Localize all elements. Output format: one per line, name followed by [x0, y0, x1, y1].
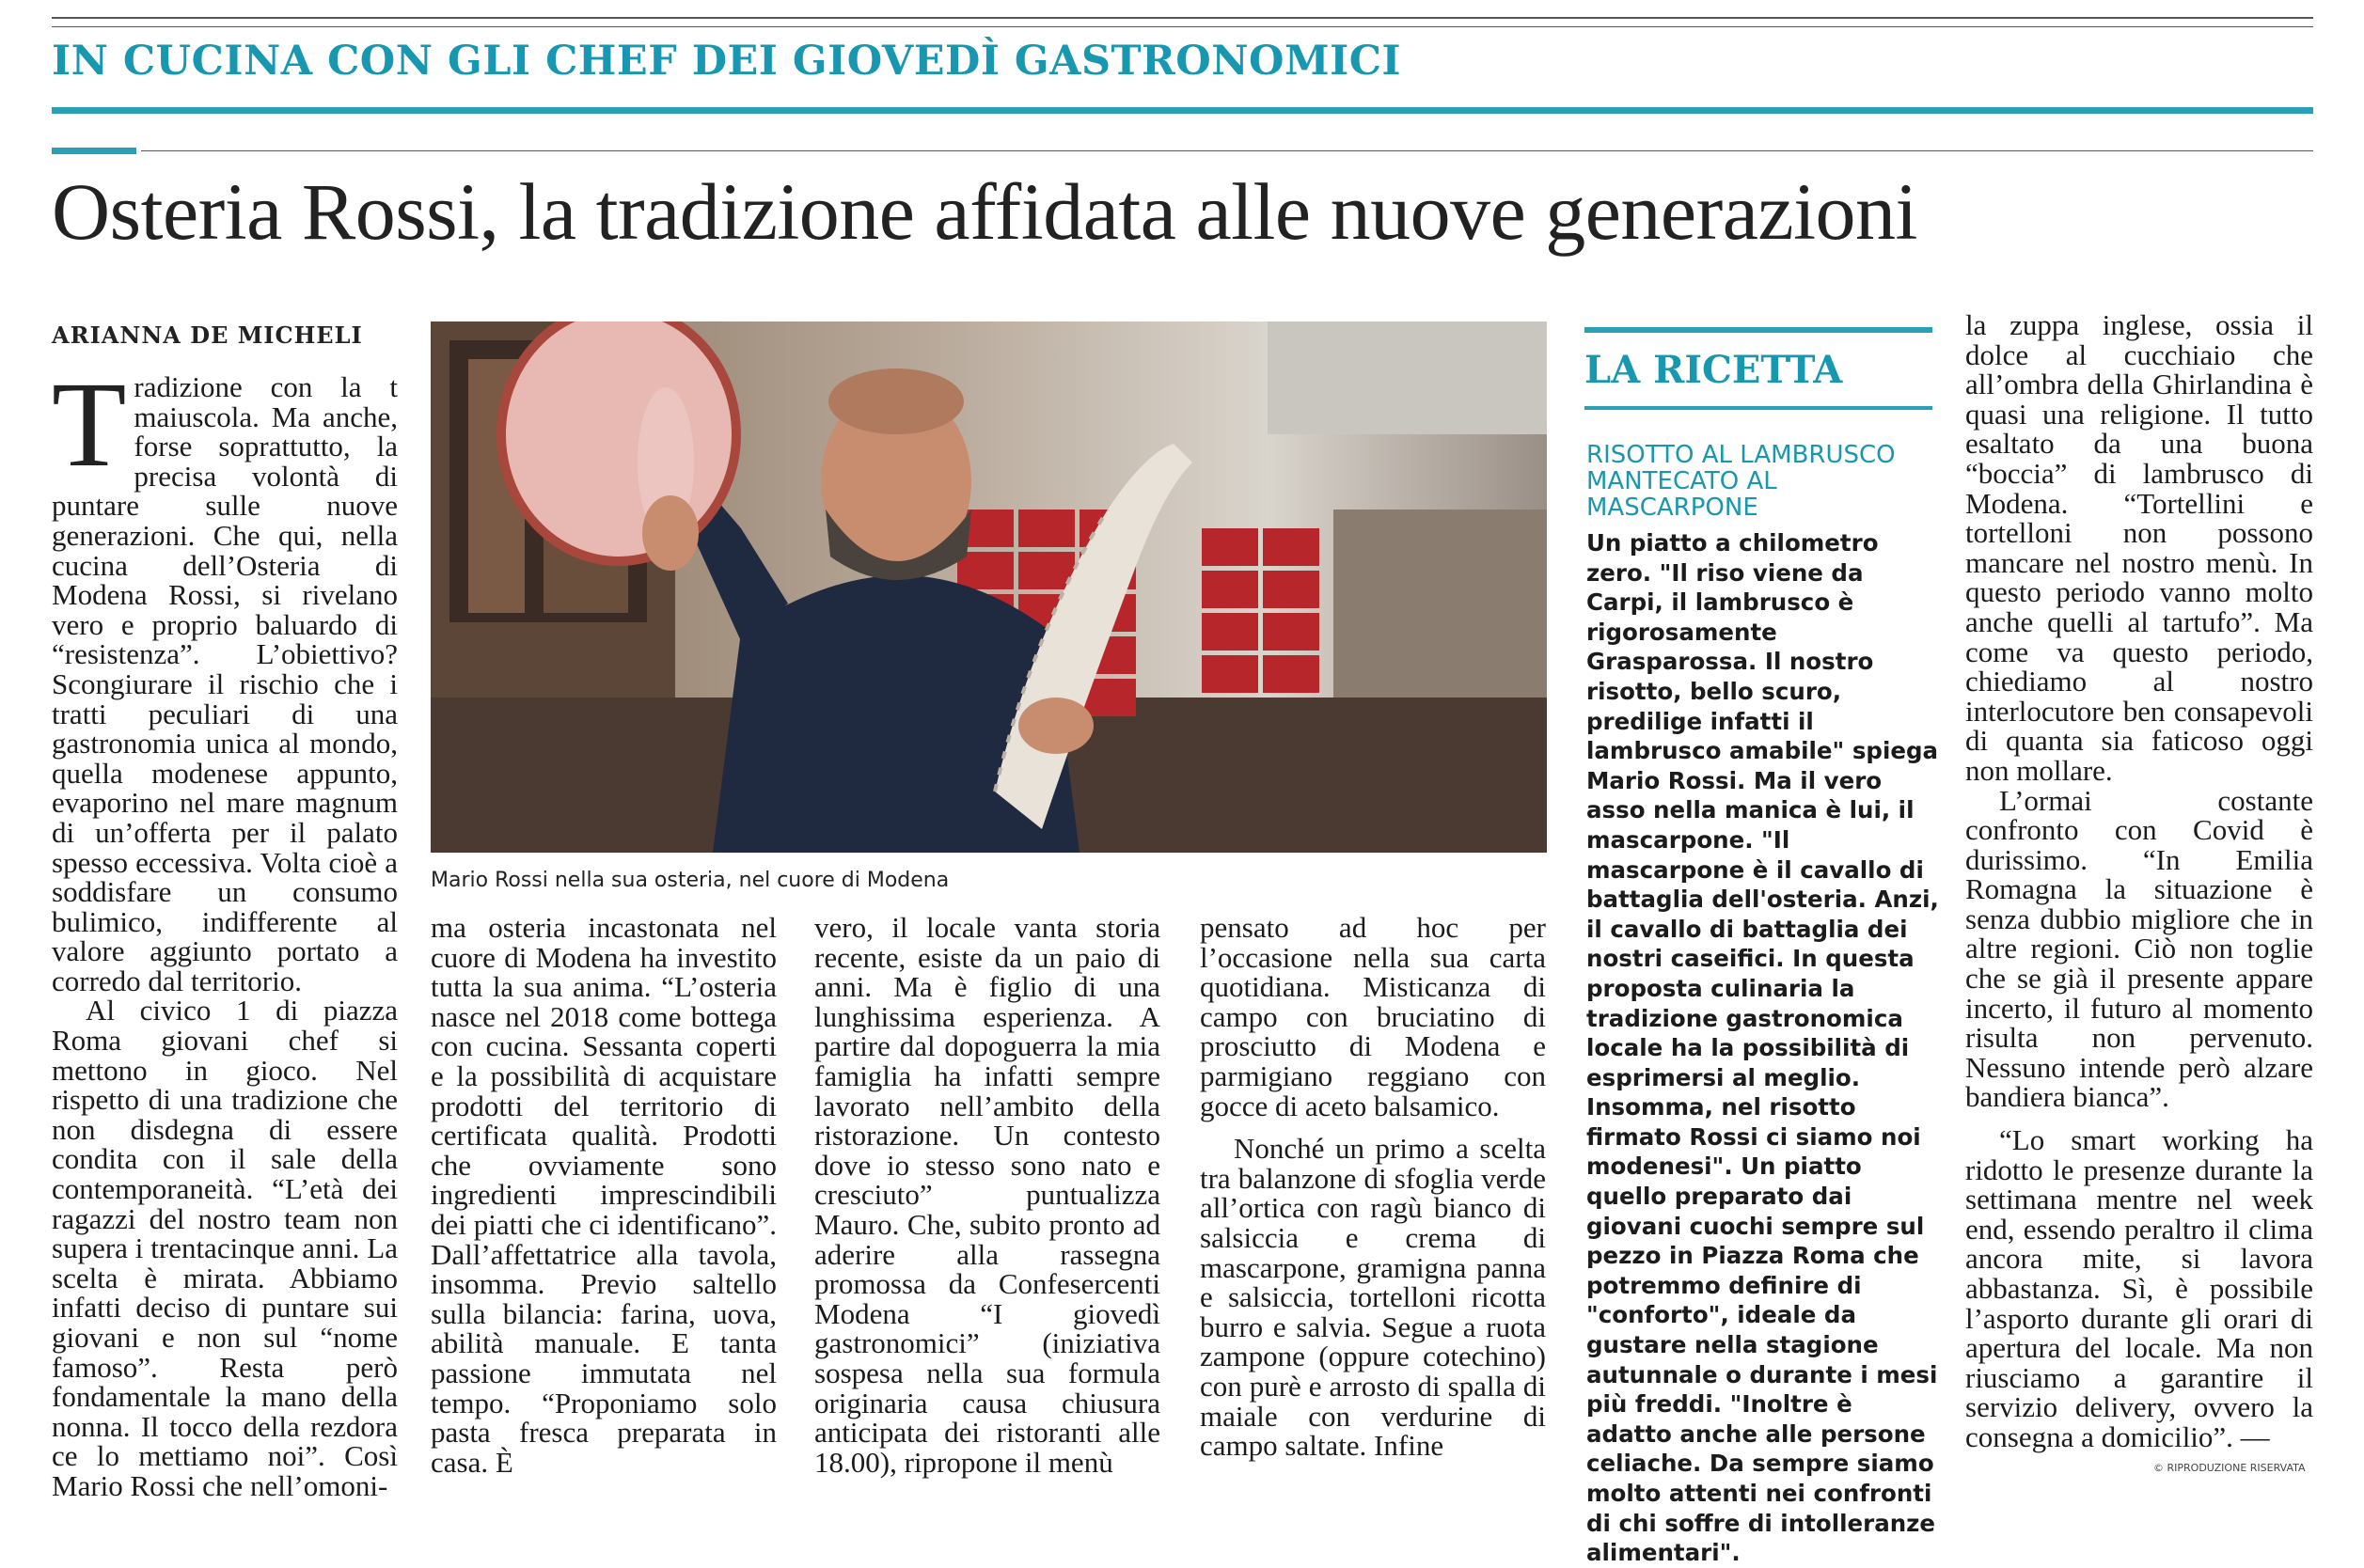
- article-column-6: [1965, 310, 2313, 1452]
- paragraph-text: radizione con la t maiuscola. Ma anche, forse soprattutto, la precisa volontà di puntare sulle nuove generazioni. Che qui, nella cucina dell’Osteria di Modena Rossi, si rivelano vero e proprio baluardo di “resistenza”. L’obiettivo? Scongiurare il rischio che i tratti peculiari di una gastronomia unica al mondo, quella modenese appunto, evaporino nel mare magnum di un’offerta per il palato spesso eccessiva. Volta cioè a soddisfare un consumo bulimico, indifferente al valore aggiunto portato a corredo dal territorio.: [52, 370, 398, 997]
- article-photo: [431, 321, 1547, 853]
- paragraph: ma osteria incastonata nel cuore di Modena ha investito tutta la sua anima. “L’osteria nasce nel 2018 come bottega con cucina. Sessanta coperti e la possibilità di acquistare prodotti del territorio di certificata qualità. Prodotti che ovviamente sono ingredienti imprescindibili dei piatti che ci identificano”. Dall’affettatrice alla tavola, insomma. Previo saltello sulla bilancia: farina, uova, abilità manuale. E tanta passione immutata nel tempo. “Proponiamo solo pasta fresca preparata in casa. È: [431, 911, 777, 1479]
- recipe-title: RISOTTO AL LAMBRUSCO MANTECATO AL MASCARPONE: [1586, 441, 1896, 522]
- paragraph: Nonché un primo a scelta tra balanzone di sfoglia verde all’ortica con ragù bianco di salsiccia e crema di mascarpone, gramigna panna e salsiccia, tortelloni ricotta burro e salvia. Segue a ruota zampone (oppure cotechino) con purè e arrosto di spalla di maiale con verdurine di campo saltate. Infine: [1200, 1132, 1546, 1463]
- paragraph: pensato ad hoc per l’occasione nella sua carta quotidiana. Misticanza di campo con bruciatino di prosciutto di Modena e parmigiano reggiano con gocce di aceto balsamico.: [1200, 911, 1546, 1122]
- paragraph: Al civico 1 di piazza Roma giovani chef si mettono in gioco. Nel rispetto di una tradizione che non disdegna di essere condita con il sale della contemporaneità. “L’età dei ragazzi del nostro team non supera i trentacinque anni. La scelta è mirata. Abbiamo infatti deciso di puntare sui giovani e non sul “nome famoso”. Resta però fondamentale la mano della nonna. Il tocco della rezdora ce lo mettiamo noi”. Così Mario Rossi che nell’omoni-: [52, 994, 398, 1502]
- sidebar-title: LA RICETTA: [1584, 348, 1843, 392]
- section-kicker: IN CUCINA CON GLI CHEF DEI GIOVEDÌ GASTRONOMICI: [52, 38, 1402, 85]
- paragraph: “Lo smart working ha ridotto le presenze durante la settimana mentre nel week end, essendo peraltro il clima ancora mite, si lavora abbastanza. Sì, è possibile l’asporto durante gli orari di apertura del locale. Ma non riusciamo a garantire il servizio delivery, ovvero la consegna a domicilio”. —: [1965, 1123, 2313, 1453]
- article-column-2: [431, 913, 777, 1477]
- recipe-text: Un piatto a chilometro zero. "Il riso viene da Carpi, il lambrusco è rigorosamente Grasparossa. Il nostro risotto, bello scuro, predilige infatti il lambrusco amabile" spiega Mario Rossi. Ma il vero asso nella manica è lui, il mascarpone. "Il mascarpone è il cavallo di battaglia dell'osteria. Anzi, il cavallo di battaglia dei nostri caseifici. In questa proposta culinaria la tradizione gastronomica locale ha la possibilità di esprimersi al meglio. Insomma, nel risotto firmato Rossi ci siamo noi modenesi". Un piatto quello preparato dai giovani cuochi sempre sul pezzo in Piazza Roma che potremmo definire di "conforto", ideale da gustare nella stagione autunnale o durante i mesi più freddi. "Inoltre è adatto anche alle persone celiache. Da sempre siamo molto attenti nei confronti di chi soffre di intolleranze alimentari".: [1586, 529, 1939, 1567]
- copyright-notice: © RIPRODUZIONE RISERVATA: [2153, 1462, 2306, 1474]
- chef-photo-illustration: [431, 321, 1547, 853]
- article-column-4: [1200, 913, 1546, 1461]
- sidebar-top-rule: [1584, 327, 1932, 333]
- top-rule: [52, 17, 2313, 19]
- headline-rule: [141, 150, 2313, 151]
- article-column-3: [814, 913, 1160, 1477]
- photo-caption: Mario Rossi nella sua osteria, nel cuore di Modena: [431, 869, 950, 892]
- paragraph: vero, il locale vanta storia recente, esiste da un paio di anni. Ma è figlio di una lunghissima esperienza. A partire dal dopoguerra la mia famiglia ha infatti sempre lavorato nell’ambito della ristorazione. Un contesto dove io stesso sono nato e cresciuto” puntualizza Mauro. Che, subito pronto ad aderire alla rassegna promossa da Confesercenti Modena “I giovedì gastronomici” (iniziativa sospesa nella sua formula originaria causa chiusura anticipata dei ristoranti alle 18.00), ripropone il menù: [814, 911, 1160, 1479]
- byline: ARIANNA DE MICHELI: [52, 321, 363, 349]
- drop-cap: T: [52, 357, 127, 493]
- top-rule-2: [52, 26, 2313, 27]
- kicker-rule: [52, 107, 2313, 114]
- headline-accent: [52, 148, 136, 154]
- recipe-body: [1586, 528, 1944, 1568]
- headline: Osteria Rossi, la tradizione affidata alle nuove generazioni: [52, 166, 1917, 257]
- paragraph: [52, 357, 398, 997]
- paragraph: L’ormai costante confronto con Covid è durissimo. “In Emilia Romagna la situazione è senza dubbio migliore che in altre regioni. Ciò non toglie che se già il presente appare incerto, il futuro al momento risulta non pervenuto. Nessuno intende però alzare bandiera bianca”.: [1965, 783, 2313, 1114]
- paragraph: la zuppa inglese, ossia il dolce al cucchiaio che all’ombra della Ghirlandina è quasi una religione. Il tutto esaltato da una buona “boccia” di lambrusco di Modena. “Tortellini e tortelloni non possono mancare nel nostro menù. In questo periodo vanno molto anche quelli al tartufo”. Ma come va questo periodo, chiediamo al nostro interlocutore ben consapevoli di quanta sia faticoso oggi non mollare.: [1965, 308, 2313, 787]
- sidebar-title-rule: [1584, 406, 1932, 410]
- article-column-1: [52, 357, 398, 1502]
